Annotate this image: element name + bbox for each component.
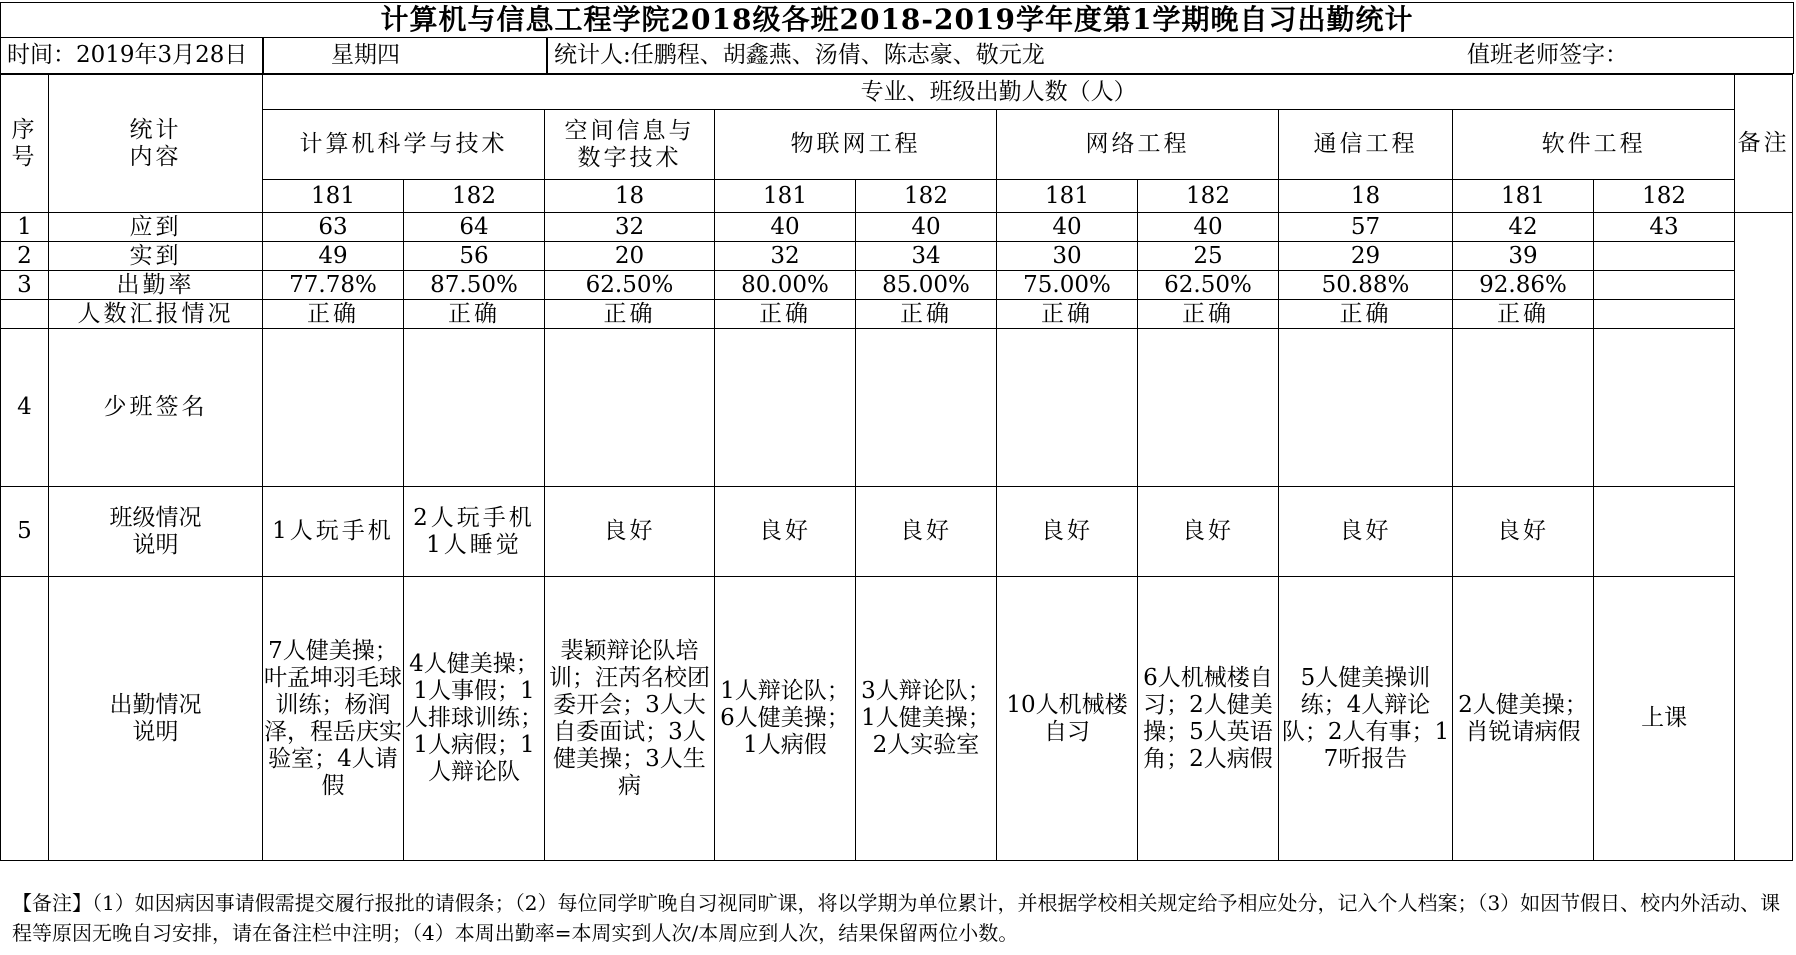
- data-cell: 92.86%: [1453, 271, 1594, 300]
- row-label: 出勤率: [49, 271, 263, 300]
- data-cell: [1594, 242, 1735, 271]
- major-name: 物联网工程: [715, 110, 997, 180]
- data-cell: 正确: [1138, 300, 1279, 329]
- data-cell: [1138, 329, 1279, 487]
- header-row-group: [1, 75, 1793, 110]
- data-cell: 49: [263, 242, 404, 271]
- major-name: 空间信息与 数字技术: [545, 110, 715, 180]
- data-cell: 7人健美操；叶孟坤羽毛球训练；杨润泽，程岳庆实验室；4人请假: [263, 577, 404, 861]
- teacher-sign-label: 值班老师签字：: [1467, 42, 1628, 68]
- row-seq: 2: [1, 242, 49, 271]
- data-cell: 63: [263, 213, 404, 242]
- info-divider-2: [546, 38, 548, 74]
- data-cell: 25: [1138, 242, 1279, 271]
- data-cell: 80.00%: [715, 271, 856, 300]
- data-cell: 30: [997, 242, 1138, 271]
- row-seq: [1, 300, 49, 329]
- data-cell: 42: [1453, 213, 1594, 242]
- attendance-table: [0, 74, 1793, 861]
- class-number: 181: [1453, 180, 1594, 213]
- header-remark: 备注: [1735, 75, 1793, 213]
- data-cell: 良好: [715, 487, 856, 577]
- data-cell: 77.78%: [263, 271, 404, 300]
- row-label: 少班签名: [49, 329, 263, 487]
- data-cell: 正确: [856, 300, 997, 329]
- date-text: 时间：2019年3月28日: [7, 42, 248, 68]
- data-cell: [856, 329, 997, 487]
- data-cell: [1279, 329, 1453, 487]
- data-cell: 2人玩手机 1人睡觉: [404, 487, 545, 577]
- header-seq: 序号: [1, 75, 49, 213]
- major-name: 软件工程: [1453, 110, 1735, 180]
- row-seq: 5: [1, 487, 49, 577]
- header-row-majors: [1, 110, 1793, 180]
- row-label: 班级情况 说明: [49, 487, 263, 577]
- data-cell: 正确: [715, 300, 856, 329]
- data-cell: [545, 329, 715, 487]
- data-cell: 良好: [997, 487, 1138, 577]
- footer-note: 【备注】（1）如因病因事请假需提交履行报批的请假条；（2）每位同学旷晚自习视同旷课，将以学期为单位累计，并根据学校相关规定给予相应处分，记入个人档案；（3）如因节假日、校内外活动、课程等原因无晚自习安排，请在备注栏中注明；（4）本周出勤率=本周实到人次/本周应到人次，结果保留两位小数。: [12, 891, 1781, 945]
- data-cell: [404, 329, 545, 487]
- remark-cell: [1735, 213, 1793, 861]
- row-actual: [1, 242, 1793, 271]
- data-cell: 32: [545, 213, 715, 242]
- row-expected: [1, 213, 1793, 242]
- data-cell: 34: [856, 242, 997, 271]
- row-label: 应到: [49, 213, 263, 242]
- data-cell: 正确: [404, 300, 545, 329]
- weekday-text: 星期四: [331, 42, 400, 68]
- header-row-classes: [1, 180, 1793, 213]
- row-label: 实到: [49, 242, 263, 271]
- row-sign: [1, 329, 1793, 487]
- data-cell: 上课: [1594, 577, 1735, 861]
- major-name: 网络工程: [997, 110, 1279, 180]
- data-cell: [1594, 271, 1735, 300]
- header-stat-content: 统计 内容: [49, 75, 263, 213]
- row-seq: [1, 577, 49, 861]
- data-cell: [1594, 300, 1735, 329]
- data-cell: 10人机械楼自习: [997, 577, 1138, 861]
- data-cell: 1人玩手机: [263, 487, 404, 577]
- row-report: [1, 300, 1793, 329]
- data-cell: 正确: [263, 300, 404, 329]
- data-cell: 良好: [1453, 487, 1594, 577]
- class-number: 181: [715, 180, 856, 213]
- data-cell: 57: [1279, 213, 1453, 242]
- class-number: 181: [263, 180, 404, 213]
- data-cell: 50.88%: [1279, 271, 1453, 300]
- data-cell: 5人健美操训练；4人辩论队；2人有事；17听报告: [1279, 577, 1453, 861]
- data-cell: 39: [1453, 242, 1594, 271]
- row-attendance-notes: [1, 577, 1793, 861]
- class-number: 182: [856, 180, 997, 213]
- header-group: 专业、班级出勤人数（人）: [263, 75, 1735, 110]
- data-cell: 40: [997, 213, 1138, 242]
- data-cell: 75.00%: [997, 271, 1138, 300]
- data-cell: 2人健美操；肖锐请病假: [1453, 577, 1594, 861]
- class-number: 18: [545, 180, 715, 213]
- row-rate: [1, 271, 1793, 300]
- major-name: 计算机科学与技术: [263, 110, 545, 180]
- data-cell: 56: [404, 242, 545, 271]
- data-cell: 正确: [1453, 300, 1594, 329]
- info-row: [0, 38, 1794, 74]
- row-seq: 4: [1, 329, 49, 487]
- data-cell: 1人辩论队；6人健美操；1人病假: [715, 577, 856, 861]
- row-seq: 3: [1, 271, 49, 300]
- class-number: 18: [1279, 180, 1453, 213]
- data-cell: [1594, 487, 1735, 577]
- data-cell: 良好: [856, 487, 997, 577]
- data-cell: 正确: [545, 300, 715, 329]
- data-cell: 43: [1594, 213, 1735, 242]
- data-cell: 6人机械楼自习；2人健美操；5人英语角；2人病假: [1138, 577, 1279, 861]
- data-cell: 良好: [545, 487, 715, 577]
- info-divider-1: [262, 38, 264, 74]
- data-cell: 87.50%: [404, 271, 545, 300]
- data-cell: 62.50%: [545, 271, 715, 300]
- data-cell: 40: [715, 213, 856, 242]
- data-cell: 正确: [1279, 300, 1453, 329]
- row-label: 人数汇报情况: [49, 300, 263, 329]
- row-class-status: [1, 487, 1793, 577]
- class-number: 181: [997, 180, 1138, 213]
- row-seq: 1: [1, 213, 49, 242]
- sheet-title: 计算机与信息工程学院2018级各班2018-2019学年度第1学期晚自习出勤统计: [0, 2, 1794, 38]
- data-cell: 32: [715, 242, 856, 271]
- data-cell: [997, 329, 1138, 487]
- data-cell: 29: [1279, 242, 1453, 271]
- counters-text: 统计人:任鹏程、胡鑫燕、汤倩、陈志豪、敬元龙: [554, 42, 1045, 68]
- data-cell: 3人辩论队；1人健美操；2人实验室: [856, 577, 997, 861]
- data-cell: 4人健美操；1人事假；1人排球训练；1人病假；1人辩论队: [404, 577, 545, 861]
- major-name: 通信工程: [1279, 110, 1453, 180]
- data-cell: [263, 329, 404, 487]
- data-cell: 良好: [1138, 487, 1279, 577]
- data-cell: 64: [404, 213, 545, 242]
- class-number: 182: [1138, 180, 1279, 213]
- data-cell: [1453, 329, 1594, 487]
- row-label: 出勤情况 说明: [49, 577, 263, 861]
- data-cell: [715, 329, 856, 487]
- data-cell: 62.50%: [1138, 271, 1279, 300]
- data-cell: [1594, 329, 1735, 487]
- data-cell: 40: [856, 213, 997, 242]
- data-cell: 85.00%: [856, 271, 997, 300]
- class-number: 182: [1594, 180, 1735, 213]
- data-cell: 20: [545, 242, 715, 271]
- data-cell: 良好: [1279, 487, 1453, 577]
- data-cell: 正确: [997, 300, 1138, 329]
- class-number: 182: [404, 180, 545, 213]
- data-cell: 40: [1138, 213, 1279, 242]
- data-cell: 裴颖辩论队培训；汪芮名校团委开会；3人大自委面试；3人健美操；3人生病: [545, 577, 715, 861]
